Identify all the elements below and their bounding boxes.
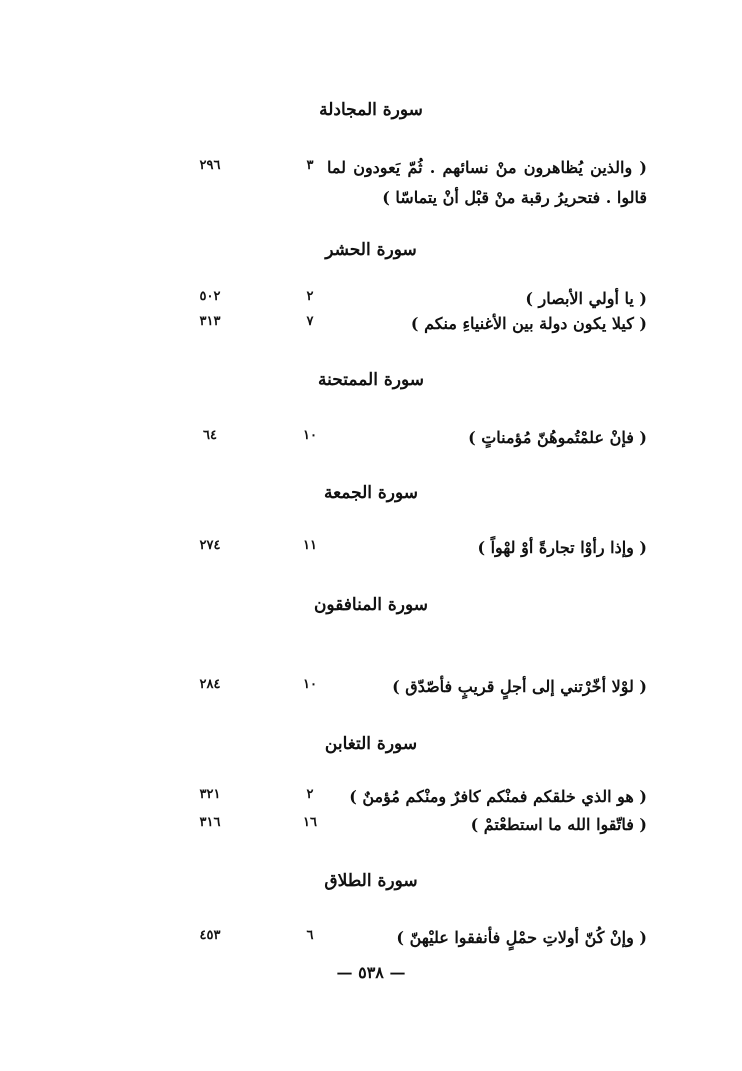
page-reference: ٥٠٢: [199, 289, 221, 304]
verse-text: ( وإذا رأوْا تجارةً أوْ لهْواً ): [477, 538, 647, 557]
index-entry: [0, 787, 742, 813]
page-reference: ٢٨٤: [199, 677, 221, 692]
surah-heading: سورة التغابن: [324, 734, 418, 754]
index-entry: [0, 314, 742, 340]
page-reference: ٣١٦: [199, 815, 221, 830]
index-entry: [0, 677, 742, 703]
index-entry: [0, 289, 742, 315]
page-reference: ٤٥٣: [199, 928, 221, 943]
verse-text: ( هو الذي خلقكم فمنْكم كافرٌ ومنْكم مُؤمنٌ ): [349, 787, 647, 806]
ayah-number: ٧: [306, 314, 314, 329]
page-number: — ٥٣٨ —: [336, 963, 406, 982]
page-reference: ٢٧٤: [199, 538, 221, 553]
ayah-number: ٣: [306, 158, 314, 173]
index-entry: [0, 538, 742, 564]
verse-text: ( كيلا يكون دولة بين الأغنياءِ منكم ): [410, 314, 647, 333]
surah-heading: سورة الجمعة: [323, 483, 419, 503]
index-entry: [0, 928, 742, 954]
surah-heading: سورة المنافقون: [313, 595, 429, 615]
verse-text: ( فإنْ علمْتُموهُنّ مُؤمناتٍ ): [468, 428, 647, 447]
index-entry: [0, 158, 742, 184]
page-reference: ٢٩٦: [199, 158, 221, 173]
verse-text: ( والذين يُظاهرون منْ نسائهم . ثُمّ يَعودون لما: [327, 158, 647, 177]
verse-text: ( يا أولي الأبصار ): [525, 289, 647, 308]
page-reference: ٣٢١: [199, 787, 221, 802]
ayah-number: ١١: [303, 538, 317, 553]
page-reference: ٣١٣: [199, 314, 221, 329]
ayah-number: ١٦: [303, 815, 317, 830]
surah-heading: سورة الحشر: [325, 240, 417, 260]
verse-text: قالوا . فتحريرُ رقبة منْ قبْل أنْ يتماسّا ): [382, 188, 647, 207]
ayah-number: ٦: [306, 928, 314, 943]
ayah-number: ١٠: [303, 428, 317, 443]
verse-text: ( وإنْ كُنّ أولاتِ حمْلٍ فأنفقوا عليْهنّ ): [396, 928, 647, 947]
verse-text: ( لوْلا أخّرْتني إلى أجلٍ قريبٍ فأصّدّق ): [392, 677, 647, 696]
ayah-number: ٢: [306, 289, 314, 304]
index-entry: [0, 815, 742, 841]
surah-heading: سورة الطلاق: [324, 871, 418, 891]
surah-heading: سورة المجادلة: [319, 100, 423, 120]
ayah-number: ١٠: [303, 677, 317, 692]
verse-text: ( فاتّقوا الله ما استطعْتمْ ): [470, 815, 647, 834]
index-entry-continuation: [0, 188, 742, 214]
surah-heading: سورة الممتحنة: [318, 370, 424, 390]
page-reference: ٦٤: [203, 428, 217, 443]
index-entry: [0, 428, 742, 454]
ayah-number: ٢: [306, 787, 314, 802]
